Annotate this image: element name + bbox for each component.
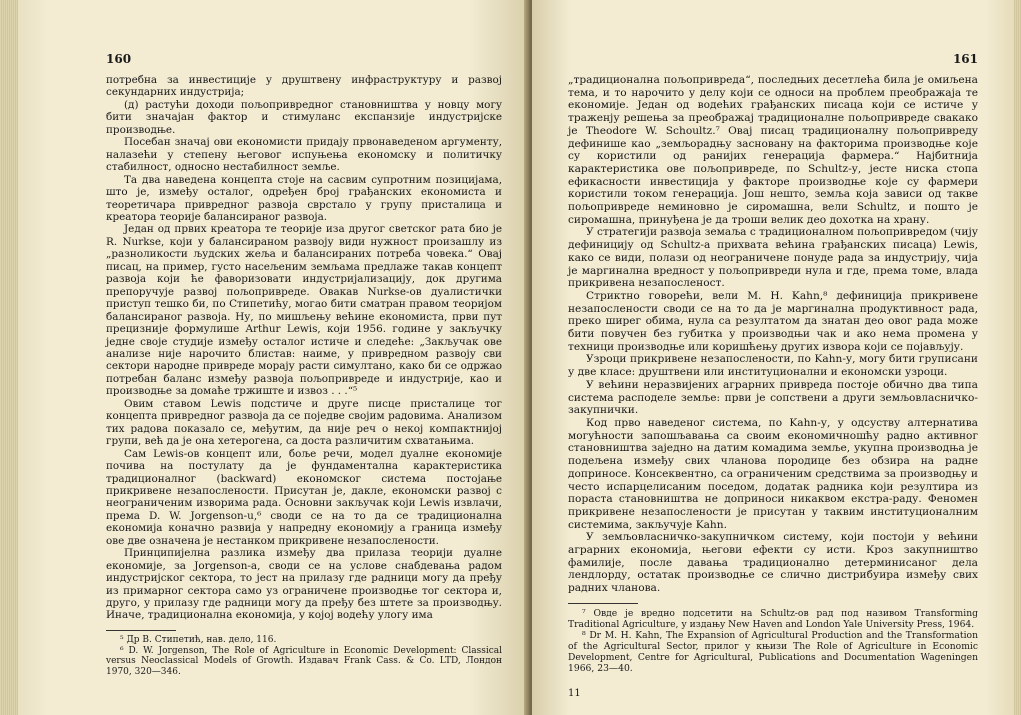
paragraph: У земљовласничко-закупничком систему, који постоји у већини аграрних економија, његови ефекти су исти. Кроз закупништво фамилије, после давања традиционално детерминисаног дела лендлорду, остатак производње се слично дистрибуира између свих радних чланова. xyxy=(568,531,978,595)
paragraph: „традиционална пољопривреда“, последњих десетлећа била је омиљена тема, и то нарочито у делу који се односи на проблем преображаја те економије. Један од водећих грађанских писаца који се истиче у траженју решења за преображај традиционалне пољопривреде свакако је Theodore W. Schoultz.⁷ Овај писац традиционалну пољопривреду дефинише као „земљорадњу засновану на факторима производње које су користили од ранијих генерација фармера.“ Најбитнија карактеристика ове пољопривреде, по Schultz-у, јесте ниска стопа ефикасности инвестиција у факторе производње које су фармери користили током генерација. Још нешто, земља која зависи од такве пољопривреде неминовно је сиромашна, вели Schultz, и пошто је сиромашна, принуђена је да троши велик део дохотка на храну. xyxy=(568,74,978,226)
paragraph: (д) растући доходи пољопривредног становништва у новцу могу бити значајан фактор и стимуланс експанзије индустријске производње. xyxy=(106,98,502,136)
right-body xyxy=(568,74,978,701)
footnote: ⁶ D. W. Jorgenson, The Role of Agriculture in Economic Development: Classical versus Neoclassical Models of Growth. Издавач Frank Cass. & Co. LTD, Лондон 1970, 320—346. xyxy=(106,645,502,678)
signature-mark: 11 xyxy=(568,687,581,699)
paragraph: Посебан значај ови економисти придају првонаведеном аргументу, налазећи у степену његовог испуњења економску и политичку стабилност, односно нестабилност земље. xyxy=(106,136,502,174)
page-edges-right xyxy=(1013,0,1021,715)
footnote: ⁷ Овде је вредно подсетити на Schultz-ов рад под називом Transforming Traditional Agriculture, у издању New Haven and London Yale University Press, 1964. xyxy=(568,607,978,630)
paragraph: У већини неразвијених аграрних привреда постоје обично два типа система расподеле земље: први је сопствени а други земљовласничко-закупнички. xyxy=(568,378,978,417)
paragraph: Сам Lewis-ов концепт или, боље речи, модел дуалне економије почива на постулату да је фундаментална карактеристика традиционалног (backward) економског система постојање прикривене незапослености. Присутан је, дакле, економски развој с неограниченим изворима рада. Основни закључак који Lewis извлачи, према D. W. Jorgenson-u,⁶ своди се на то да се традиционална економија коначно развија у напредну економију а граница између ове две означена је нестанком прикривене незапослености. xyxy=(106,447,502,547)
paragraph: Та два наведена концепта стоје на сасвим супротним позицијама, што је, између осталог, одређен број грађанских економиста и теоретичара привредног развоја сврстало у групу присталица и креатора теорије балансираног развоја. xyxy=(106,173,502,223)
footnotes-right xyxy=(568,608,978,674)
footnote: ⁵ Др В. Стипетић, нав. дело, 116. xyxy=(120,634,277,645)
left-body xyxy=(106,74,502,678)
left-page xyxy=(18,0,530,715)
paragraph: У стратегији развоја земаља с традиционалном пољопривредом (чију дефиницију од Schultz-а прихвата већина грађанских писаца) Lewis, како се види, полази од неограничене понуде рада за индустрију, чија је маргинална вредност у пољопривреди нула и где, према томе, влада прикривена незапосленост. xyxy=(568,226,978,290)
page-number-left: 160 xyxy=(106,52,132,66)
paragraph: Принципијелна разлика између два прилаза теорији дуалне економије, за Jorgenson-а, своди се на услове снабдевања радом индустријског сектора, то јест на прилазу где радници могу да пређу из примарног сектора само уз ограничене производње тог сектора и, друго, у прилазу где радници могу да пређу без штете за производњу. Иначе, традиционална економија, у којој водећу улогу има xyxy=(106,547,502,622)
right-page xyxy=(532,0,1014,715)
footnote-rule xyxy=(568,603,638,604)
paragraph: Код прво наведеног система, по Kahn-у, у одсуству алтернатива могућности запошљавања са своим економичношћу радно активног становништва заједно на датим комадима земље, укупна производња је подељена између свих чланова породице без обзира на радне доприносе. Консеквентно, са ограниченим средствима за производњу и често испарцелисаним поседом, додатак радника који резултира из пораста становништва не доприноси никаквом екстра-раду. Феномен прикривене незапослености је присутан у таквим институционалним системима, закључује Kahn. xyxy=(568,416,978,531)
paragraph: Узроци прикривене незапослености, по Kahn-у, могу бити груписани у две класе: друштвени или институционални и економски узроци. xyxy=(568,353,978,379)
footnotes-left xyxy=(106,635,502,678)
paragraph: Овим ставом Lewis подстиче и друге писце присталице тог концепта привредног развоја да се поједве својим радовима. Анализом тих радова показало се, међутим, да није реч о некој компактнијој групи, већ да је она хетерогена, са доста различитим схватањима. xyxy=(106,397,502,448)
paragraph: Један од првих креатора те теорије иза другог светског рата био је R. Nurkse, који у балансираном развоју види нужност произашлу из „разноликости људских жеља и балансираних потреба човека.“ Овај писац, на пример, густо насељеним земљама предлаже такав концепт развоја који ће фаворизовати индустријализацију, док другима препоручује развој пољопривреде. Овакав Nurkse-ов дуалистички приступ тешко би, по Стипетићу, могао бити сматран правом теоријом балансираног развоја. Ну, по мишљењу већине економиста, први пут прецизније формулише Arthur Lewis, који 1956. године у закључку једне своје студије између осталог истиче и следеће: „Закључак ове анализе није нарочито блистав: наиме, у привредном развоју сви сектори народне привреде морају расти симултано, како би се одржао потребан баланс између развоја пољопривреде и индустрије, као и производње за домаће тржиште и извоз . . .“⁵ xyxy=(106,223,502,398)
paragraph: потребна за инвестиције у друштвену инфраструктуру и развој секундарних индустрија; xyxy=(106,74,502,99)
page-number-right: 161 xyxy=(952,52,978,66)
footnote-rule xyxy=(106,630,176,631)
paragraph: Стриктно говорећи, вели M. H. Kahn,⁸ дефиниција прикривене незапослености своди се на то да је маргинална продуктивност рада, преко ширег обима, нула са резултатом да знатан део овог рада може бити повучен без губитка у производњи чак и ако нема промена у техници производње или коришћењу других извора који се појављују. xyxy=(568,289,978,353)
footnote: ⁸ Dr M. H. Kahn, The Expansion of Agricultural Production and the Transformation of the Agricultural Sector, прилог у књизи The Role of Agriculture in Economic Development, Centre for Agricultural, Publications and Documentation Wageningen 1966, 23—40. xyxy=(568,629,978,674)
